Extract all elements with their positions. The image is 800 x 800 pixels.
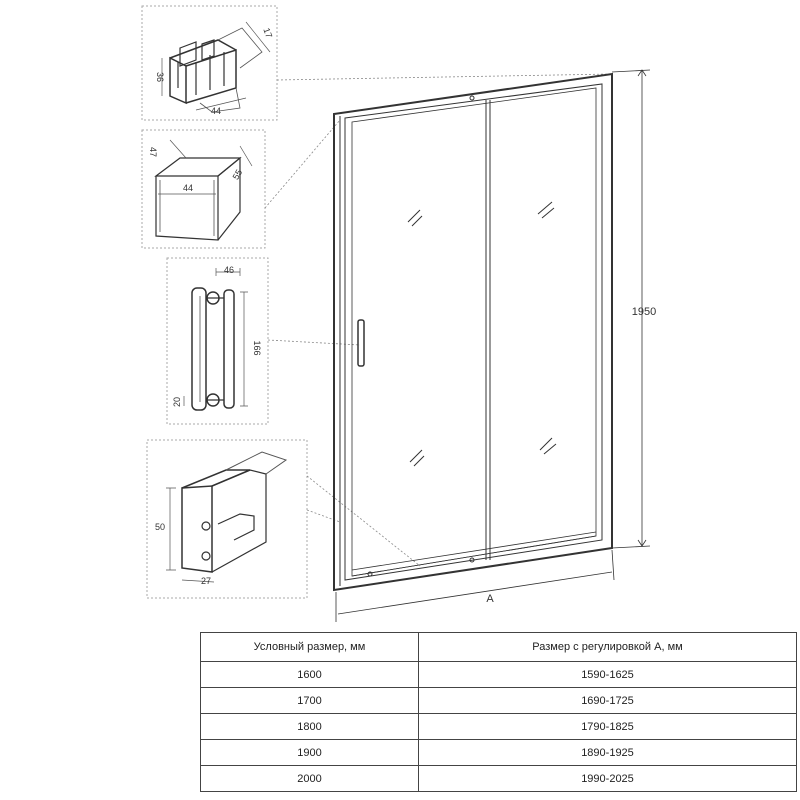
detail-handle xyxy=(167,258,268,424)
table-row xyxy=(201,662,797,688)
dim-width-a: A xyxy=(486,593,494,605)
dim-top-17: 17 xyxy=(261,26,275,40)
cell-adjusted: 1890-1925 xyxy=(419,740,797,766)
dim-bottom-27: 27 xyxy=(200,576,212,586)
dim-wall-47: 47 xyxy=(148,146,158,158)
dim-overall-height: 1950 xyxy=(631,306,657,318)
detail-bottom-profile xyxy=(147,440,307,598)
table-row xyxy=(201,714,797,740)
size-table xyxy=(200,632,797,792)
detail-wall-profile xyxy=(142,130,265,248)
dim-wall-55: 55 xyxy=(230,167,245,182)
cell-adjusted: 1590-1625 xyxy=(419,662,797,688)
table-row xyxy=(201,766,797,792)
col-nominal-size: Условный размер, мм xyxy=(201,633,419,662)
glass-reflection-1 xyxy=(408,210,422,226)
col-adjusted-size: Размер с регулировкой А, мм xyxy=(419,633,797,662)
dim-top-44: 44 xyxy=(210,106,222,116)
glass-reflection-3 xyxy=(410,450,424,466)
dim-handle-20: 20 xyxy=(172,396,182,408)
glass-reflection-2 xyxy=(538,202,554,218)
cell-nominal: 1900 xyxy=(201,740,419,766)
table-header-row xyxy=(201,633,797,662)
table-row xyxy=(201,740,797,766)
detail-top-profile xyxy=(142,6,277,120)
dimension-lines xyxy=(336,70,650,622)
door-handle xyxy=(358,320,364,366)
cell-nominal: 1700 xyxy=(201,688,419,714)
cell-adjusted: 1690-1725 xyxy=(419,688,797,714)
dim-bottom-50: 50 xyxy=(154,522,166,532)
cell-adjusted: 1990-2025 xyxy=(419,766,797,792)
cell-nominal: 1600 xyxy=(201,662,419,688)
dim-handle-166: 166 xyxy=(252,340,262,356)
table-row xyxy=(201,688,797,714)
dim-wall-44: 44 xyxy=(182,183,194,193)
dim-top-36: 36 xyxy=(155,71,165,83)
cell-nominal: 1800 xyxy=(201,714,419,740)
leader-lines xyxy=(265,74,612,566)
dim-handle-46: 46 xyxy=(223,265,235,275)
cell-nominal: 2000 xyxy=(201,766,419,792)
cell-adjusted: 1790-1825 xyxy=(419,714,797,740)
shower-door-frame xyxy=(334,74,612,590)
glass-reflection-4 xyxy=(540,438,556,454)
